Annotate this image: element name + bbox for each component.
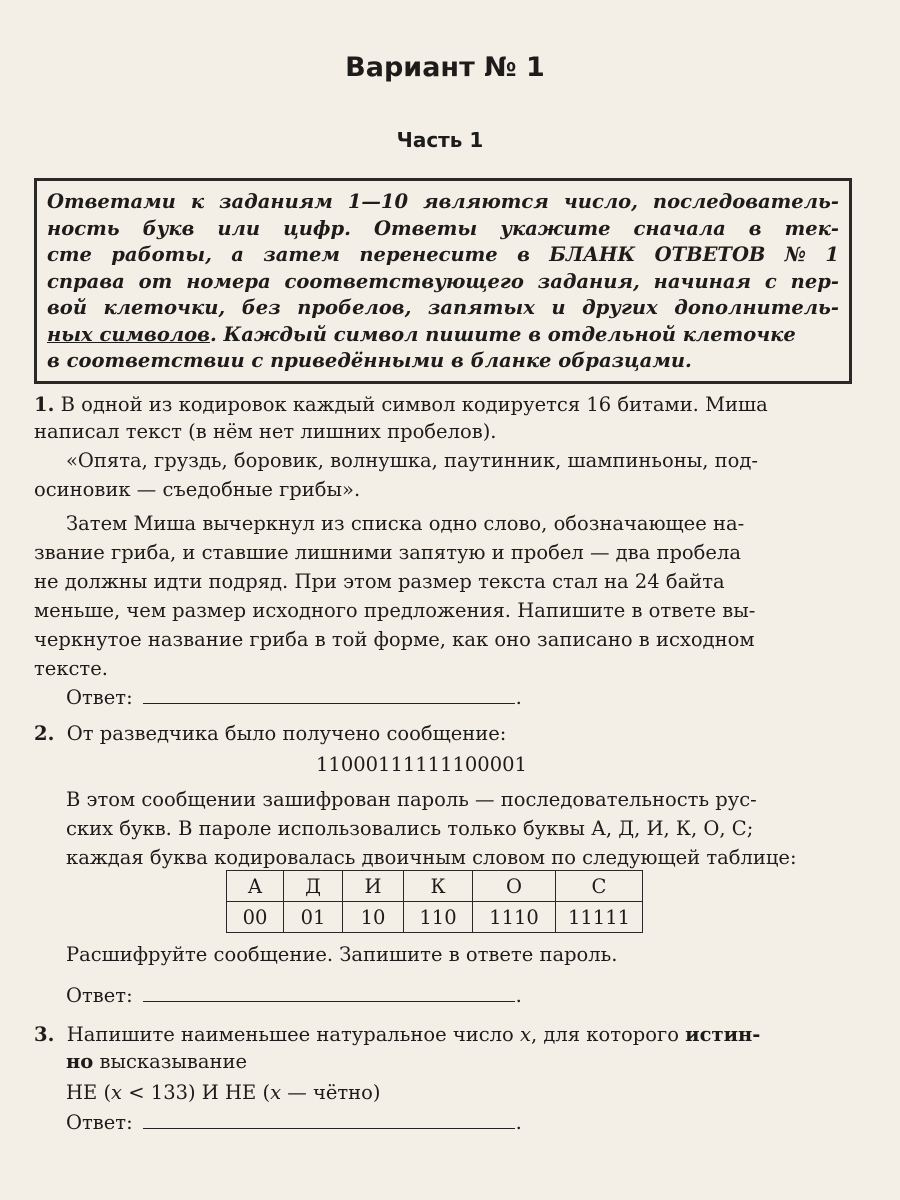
code-table: [226, 870, 643, 933]
task3-text: Напишите наименьшее натуральное число: [66, 1023, 514, 1046]
word: сте: [47, 243, 92, 266]
expr-part: — чётно): [281, 1081, 381, 1104]
answer-label: Ответ:: [66, 686, 133, 709]
task3-bold: истин-: [685, 1023, 761, 1046]
task2-text: каждая буква кодировалась двоичным словом по следующей таблице:: [66, 846, 797, 869]
word: 1: [825, 243, 839, 266]
word: пробелов,: [297, 296, 412, 319]
instructions-line: [47, 269, 839, 296]
word: цифр.: [283, 216, 351, 240]
instructions-line: [47, 242, 839, 269]
task2-number: 2.: [34, 722, 55, 745]
word: Ответами: [47, 190, 176, 213]
task3-number: 3.: [34, 1023, 55, 1046]
word: букв: [142, 216, 195, 240]
table-cell: 11111: [556, 902, 643, 933]
task2-text: Расшифруйте сообщение. Запишите в ответе пароль.: [66, 943, 618, 966]
variant-title: Вариант № 1: [345, 52, 545, 83]
word: тек-: [784, 216, 839, 240]
task3-text: , для которого: [531, 1023, 679, 1046]
word: ОТВЕТОВ: [654, 243, 766, 266]
variable-x: x: [111, 1081, 123, 1104]
task3-expression: [66, 1081, 381, 1104]
word: запятых: [427, 296, 535, 319]
table-cell: 01: [284, 902, 343, 933]
word: в: [517, 243, 530, 266]
table-cell: 1110: [473, 902, 556, 933]
task1-quote: осиновик — съедобные грибы».: [34, 478, 361, 501]
word: 1—10: [347, 190, 409, 213]
task3-line: [66, 1050, 247, 1073]
table-cell: А: [227, 871, 284, 902]
word: БЛАНК: [549, 243, 636, 266]
table-cell: С: [556, 871, 643, 902]
underlined-phrase: ных символов: [47, 322, 210, 346]
task1-text: звание гриба, и ставшие лишними запятую и пробел — два пробела: [34, 541, 741, 564]
task1-text: Затем Миша вычеркнул из списка одно слово, обозначающее на-: [66, 512, 745, 535]
task1-text: В одной из кодировок каждый символ кодируется 16 битами. Миша: [60, 393, 768, 416]
answer-label: Ответ:: [66, 984, 133, 1007]
word: пер-: [790, 269, 839, 293]
instructions-line: [47, 322, 839, 349]
task1-text: меньше, чем размер исходного предложения. Напишите в ответе вы-: [34, 599, 756, 622]
task2-line: [34, 722, 506, 745]
word: других: [582, 296, 658, 319]
instructions-text: в соответствии с приведёнными в бланке образцами.: [47, 349, 692, 372]
word: начиная: [653, 269, 751, 293]
task3-text: высказывание: [99, 1050, 248, 1073]
word: с: [764, 269, 777, 293]
word: без: [241, 296, 281, 319]
word: перенесите: [359, 243, 498, 266]
task1-quote: «Опята, груздь, боровик, волнушка, паутинник, шампиньоны, под-: [66, 449, 759, 472]
task3-answer-field[interactable]: [143, 1110, 515, 1129]
task1-text: написал текст (в нём нет лишних пробелов).: [34, 420, 497, 443]
instructions-box: [34, 178, 852, 384]
task1-text: черкнутое название гриба в той форме, как оно записано в исходном: [34, 628, 755, 651]
word: клеточки,: [103, 296, 226, 319]
table-cell: Д: [284, 871, 343, 902]
task1-number: 1.: [34, 393, 55, 416]
task1-text: тексте.: [34, 657, 108, 680]
instructions-line: [47, 189, 839, 216]
word: укажите: [500, 216, 611, 240]
word: являются: [423, 190, 549, 213]
task2-text: ских букв. В пароле использовались только буквы А, Д, И, К, О, С;: [66, 817, 754, 840]
task3-line: [34, 1023, 760, 1046]
instructions-text: . Каждый символ пишите в отдельной клеточке: [209, 322, 796, 346]
instructions-line: [47, 216, 839, 243]
table-cell: И: [343, 871, 404, 902]
variable-x: x: [520, 1023, 532, 1046]
word: а: [231, 243, 244, 266]
word: ность: [47, 216, 120, 240]
table-row: [227, 871, 643, 902]
expr-part: НЕ (: [66, 1081, 112, 1104]
task1-text: не должны идти подряд. При этом размер текста стал на 24 байта: [34, 570, 725, 593]
word: от: [138, 269, 173, 293]
word: к: [190, 190, 205, 213]
task1-answer-field[interactable]: [143, 685, 515, 704]
word: справа: [47, 269, 125, 293]
table-cell: К: [404, 871, 473, 902]
variable-x: x: [270, 1081, 282, 1104]
word: затем: [263, 243, 340, 266]
table-cell: 10: [343, 902, 404, 933]
answer-label: Ответ:: [66, 1111, 133, 1134]
word: сначала: [633, 216, 726, 240]
task1-answer-row: Ответ: .: [66, 686, 522, 709]
table-row: [227, 902, 643, 933]
word: работы,: [111, 243, 212, 266]
part-title: Часть 1: [396, 128, 484, 152]
task3-bold: но: [66, 1050, 94, 1073]
task2-text: От разведчика было получено сообщение:: [66, 722, 507, 745]
word: и: [551, 296, 566, 319]
word: №: [784, 243, 806, 266]
instructions-line: [47, 295, 839, 322]
instructions-line: [47, 348, 839, 375]
word: задания,: [537, 269, 640, 293]
task2-text: В этом сообщении зашифрован пароль — последовательность рус-: [66, 788, 757, 811]
expr-part: < 133) И НЕ (: [122, 1081, 271, 1104]
word: номера: [186, 269, 271, 293]
table-cell: 110: [404, 902, 473, 933]
word: заданиям: [219, 190, 333, 213]
word: вой: [47, 296, 87, 319]
word: или: [217, 216, 261, 240]
word: число,: [563, 190, 638, 213]
word: Ответы: [373, 216, 478, 240]
task3-answer-row: Ответ: .: [66, 1111, 522, 1134]
task2-answer-field[interactable]: [143, 983, 515, 1002]
task1-line: [34, 393, 852, 416]
task2-answer-row: Ответ: .: [66, 984, 522, 1007]
word: последователь-: [652, 190, 839, 213]
word: в: [748, 216, 762, 240]
word: соответствующего: [284, 269, 524, 293]
task2-message: 11000111111100001: [316, 753, 527, 776]
word: дополнитель-: [674, 296, 839, 319]
table-cell: О: [473, 871, 556, 902]
table-cell: 00: [227, 902, 284, 933]
